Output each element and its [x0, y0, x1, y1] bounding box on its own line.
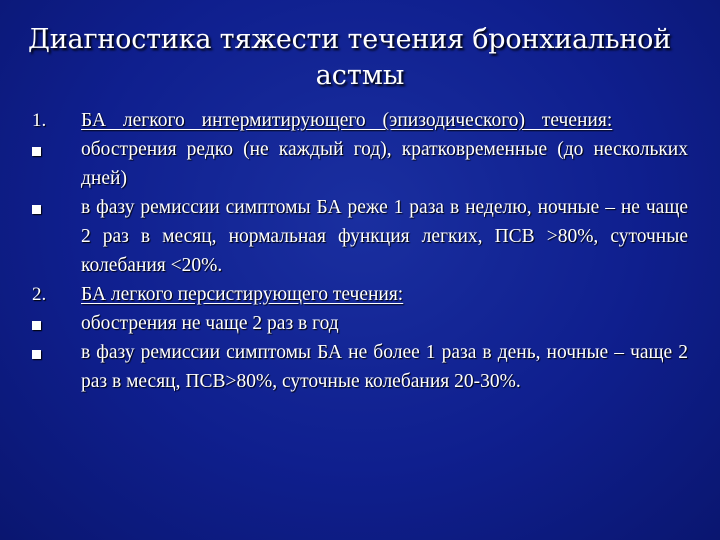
square-bullet-icon — [32, 321, 41, 330]
list-item-bullet — [30, 309, 688, 338]
list-item-heading: БА легкого персистирующего течения: — [81, 284, 404, 305]
slide-title-line-2: астмы — [315, 60, 405, 91]
list-item-text: обострения редко (не каждый год), кратковременные (до нескольких дней) — [81, 139, 688, 189]
list-item-bullet — [30, 338, 688, 396]
slide-title — [20, 22, 700, 94]
list-item-bullet — [30, 193, 688, 280]
list-item-numbered-1 — [30, 106, 688, 135]
list-item-text: в фазу ремиссии симптомы БА не более 1 раза в день, ночные – чаще 2 раз в месяц, ПСВ>80%, суточные колебания 20-30%. — [81, 342, 688, 392]
square-bullet-icon — [32, 205, 41, 214]
slide-title-line-1: Диагностика тяжести течения бронхиальной — [28, 24, 672, 55]
list-item-bullet — [30, 135, 688, 193]
square-bullet-icon — [32, 147, 41, 156]
list-item-text: в фазу ремиссии симптомы БА реже 1 раза в неделю, ночные – не чаще 2 раз в месяц, нормальная функция легких, ПСВ >80%, суточные колебания <20%. — [81, 197, 688, 276]
list-item-heading: БА легкого интермитирующего (эпизодического) течения: — [81, 110, 613, 131]
square-bullet-icon — [32, 350, 41, 359]
list-item-text: обострения не чаще 2 раз в год — [81, 313, 339, 334]
list-number-marker: 2. — [32, 284, 47, 305]
list-item-numbered-2 — [30, 280, 688, 309]
list-number-marker: 1. — [32, 110, 47, 131]
content-list — [30, 106, 688, 396]
